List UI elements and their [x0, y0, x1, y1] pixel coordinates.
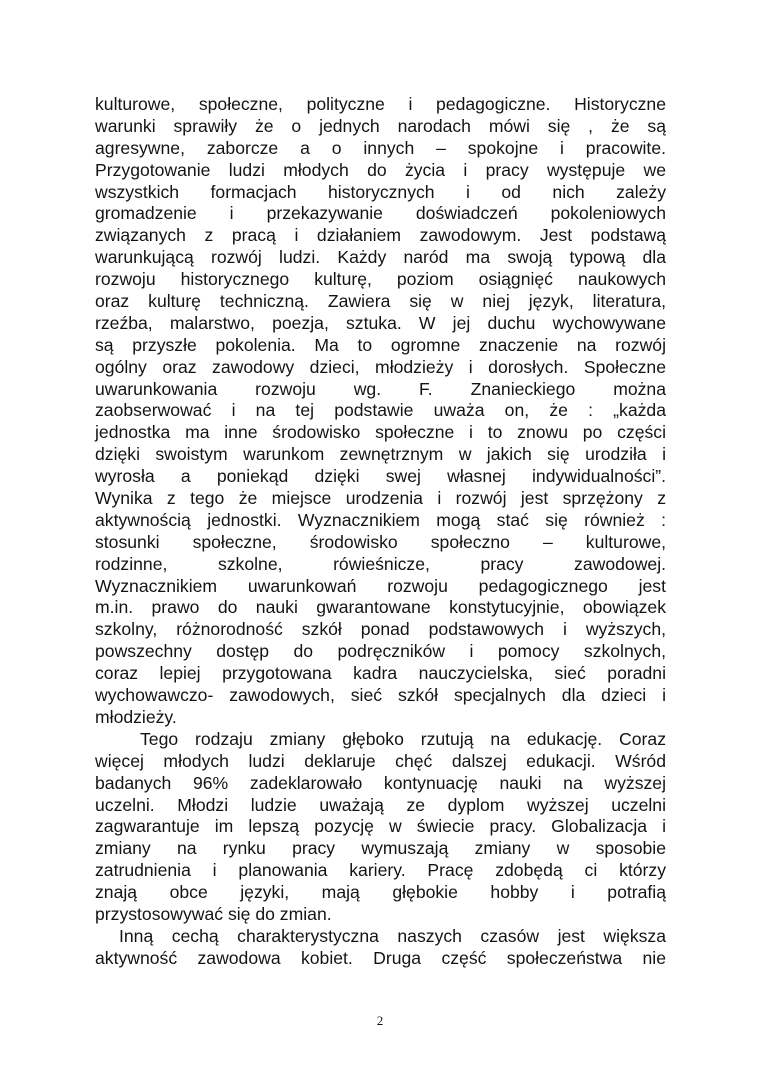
text-line: aktywność zawodowa kobiet. Druga część społeczeństwa nie	[95, 947, 666, 968]
text-line: powszechny dostęp do podręczników i pomocy szkolnych,	[95, 641, 666, 662]
text-line: kulturowe, społeczne, polityczne i pedagogiczne. Historyczne	[95, 94, 666, 114]
text-line: dzięki swoistym warunkom zewnętrznym w jakich się urodziła i	[95, 444, 666, 465]
text-line: warunkującą rozwój ludzi. Każdy naród ma swoją typową dla	[95, 247, 666, 268]
text-line: przystosowywać się do zmian.	[95, 903, 332, 924]
text-line: agresywne, zaborcze a o innych – spokojne i pracowite.	[95, 137, 666, 158]
text-line: coraz lepiej przygotowana kadra nauczycielska, sieć poradni	[95, 663, 666, 684]
text-line: rodzinne, szkolne, rówieśnicze, pracy zawodowej.	[95, 553, 666, 574]
text-line: uwarunkowania rozwoju wg. F. Znanieckiego można	[95, 378, 666, 399]
text-line: rozwoju historycznego kulturę, poziom osiągnięć naukowych	[95, 269, 666, 290]
text-line: znają obce języki, mają głębokie hobby i potrafią	[95, 882, 666, 903]
text-line: szkolny, różnorodność szkół ponad podstawowych i wyższych,	[95, 619, 666, 640]
text-line: aktywnością jednostki. Wyznacznikiem mogą stać się również :	[95, 509, 666, 530]
paragraph-first-line: Inną cechą charakterystyczna naszych czasów jest większa	[119, 925, 666, 946]
text-line: Wyznacznikiem uwarunkowań rozwoju pedagogicznego jest	[95, 575, 666, 596]
text-line: uczelni. Młodzi ludzie uważają ze dyplom wyższej uczelni	[95, 794, 666, 815]
text-line: warunki sprawiły że o jednych narodach mówi się , że są	[95, 115, 666, 136]
text-line: związanych z pracą i działaniem zawodowym. Jest podstawą	[95, 225, 666, 246]
text-line: wszystkich formacjach historycznych i od nich zależy	[95, 181, 666, 202]
text-line: wychowawczo- zawodowych, sieć szkół specjalnych dla dzieci i	[95, 685, 666, 706]
document-body	[95, 94, 666, 970]
text-line: zagwarantuje im lepszą pozycję w świecie pracy. Globalizacja i	[95, 816, 666, 837]
text-line: młodzieży.	[95, 706, 177, 727]
text-line: oraz kulturę techniczną. Zawiera się w niej język, literatura,	[95, 291, 666, 312]
text-line: gromadzenie i przekazywanie doświadczeń pokoleniowych	[95, 203, 666, 224]
text-line: badanych 96% zadeklarowało kontynuację nauki na wyższej	[95, 772, 666, 793]
text-line: jednostka ma inne środowisko społeczne i to znowu po części	[95, 422, 666, 443]
text-line: stosunki społeczne, środowisko społeczno – kulturowe,	[95, 531, 666, 552]
text-line: więcej młodych ludzi deklaruje chęć dalszej edukacji. Wśród	[95, 750, 666, 771]
text-line: Przygotowanie ludzi młodych do życia i pracy występuje we	[95, 159, 666, 180]
text-line: zatrudnienia i planowania kariery. Pracę zdobędą ci którzy	[95, 860, 666, 881]
text-line: ogólny oraz zawodowy dzieci, młodzieży i dorosłych. Społeczne	[95, 356, 666, 377]
text-line: Wynika z tego że miejsce urodzenia i rozwój jest sprzężony z	[95, 488, 666, 509]
text-line: są przyszłe pokolenia. Ma to ogromne znaczenie na rozwój	[95, 334, 666, 355]
text-line: zmiany na rynku pracy wymuszają zmiany w sposobie	[95, 838, 666, 859]
text-line: zaobserwować i na tej podstawie uważa on, że : „każda	[95, 400, 666, 421]
paragraph-first-line: Tego rodzaju zmiany głęboko rzutują na edukację. Coraz	[140, 728, 666, 749]
page-number: 2	[376, 1013, 384, 1028]
text-line: wyrosła a poniekąd dzięki swej własnej indywidualności”.	[95, 466, 666, 487]
text-line: m.in. prawo do nauki gwarantowane konstytucyjnie, obowiązek	[95, 597, 666, 618]
text-line: rzeźba, malarstwo, poezja, sztuka. W jej duchu wychowywane	[95, 312, 666, 333]
